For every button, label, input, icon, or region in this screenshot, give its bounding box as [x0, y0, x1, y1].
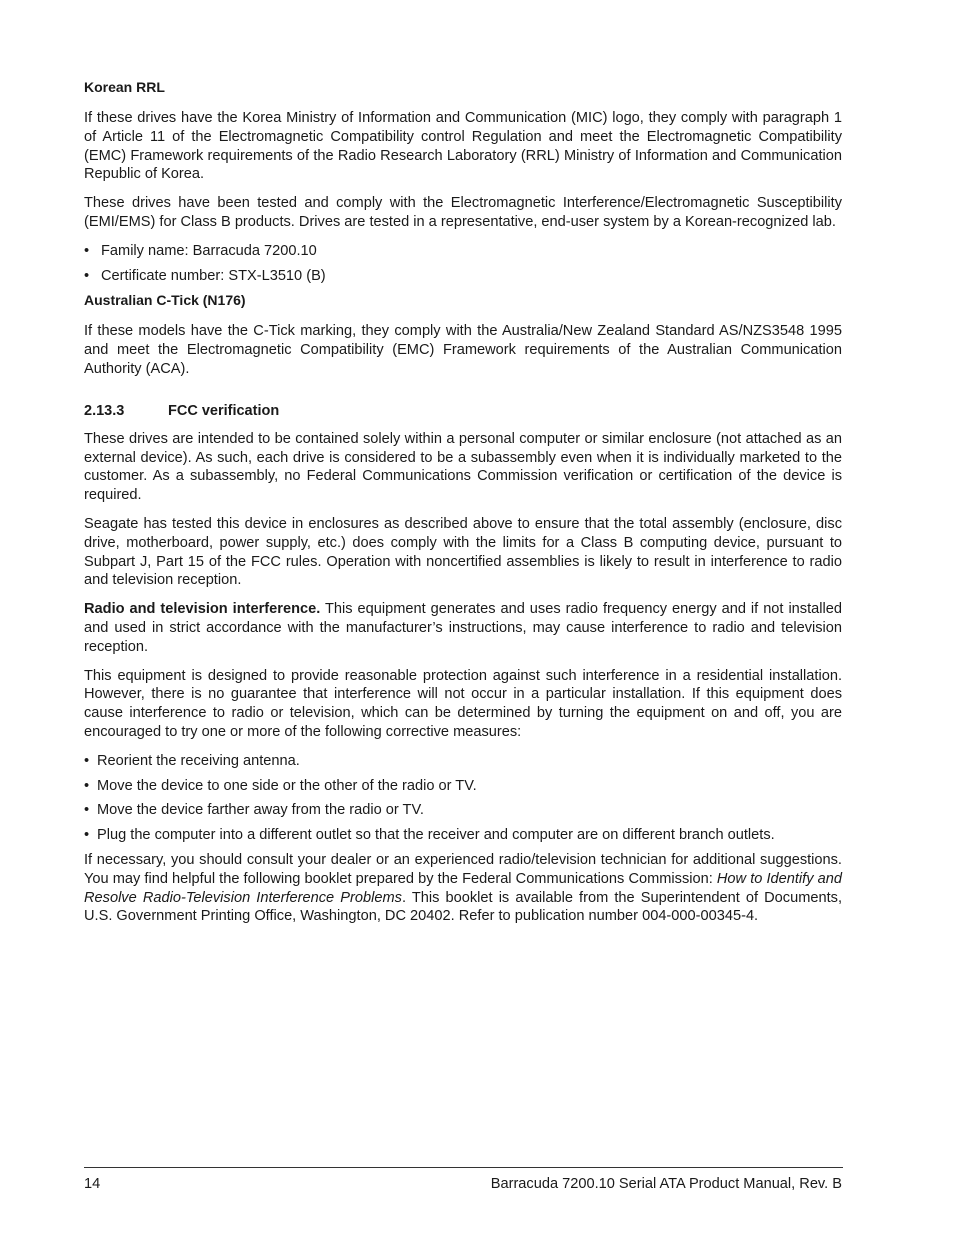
- section-heading-fcc: [84, 402, 842, 420]
- list-item: • Move the device to one side or the other of the radio or TV.: [84, 777, 477, 794]
- run-in-heading: Radio and television interference.: [84, 601, 321, 618]
- page-footer: [84, 1175, 842, 1193]
- korean-paragraph-1: If these drives have the Korea Ministry of Information and Communication (MIC) logo, they comply with paragraph 1 of Article 11 of the Electromagnetic Compatibility control Regulation and meet the Electromagnetic Compatibility (EMC) Framework requirements of the Radio Research Laboratory (RRL) Ministry of Information and Communication Republic of Korea.: [84, 110, 842, 183]
- bullet-icon: •: [84, 242, 90, 259]
- fcc-paragraph-1: These drives are intended to be contained solely within a personal computer or similar enclosure (not attached as an external device). As such, each drive is considered to be a subassembly even when it is individually marketed to the customer. As a subassembly, no Federal Communications Commission verification or certification of the device is required.: [84, 430, 842, 504]
- fcc-paragraph-5: If necessary, you should consult your dealer or an experienced radio/television technician for additional suggestions. You may find helpful the following booklet prepared by the Federal Communications Commission: How to Identify and Resolve Radio-Television Interference Problems. This booklet is available from the Superintendent of Documents, U.S. Government Printing Office, Washington, DC 20402. Refer to publication number 004-000-00345-4.: [84, 851, 842, 925]
- bullet-icon: •: [84, 752, 90, 769]
- bullet-icon: •: [84, 267, 90, 284]
- fcc-bullet-list: [84, 752, 842, 845]
- page-body: [84, 78, 842, 936]
- bullet-icon: •: [84, 802, 90, 819]
- booklet-title: How to Identify and Resolve Radio-Television Interference Problems: [84, 870, 842, 906]
- list-item: • Family name: Barracuda 7200.10: [84, 242, 317, 259]
- page-number: 14: [84, 1176, 101, 1192]
- list-item: • Certificate number: STX-L3510 (B): [84, 267, 326, 284]
- document-title: Barracuda 7200.10 Serial ATA Product Manual, Rev. B: [490, 1176, 842, 1192]
- section-number: 2.13.3: [84, 402, 125, 419]
- australian-paragraph: If these models have the C-Tick marking, they comply with the Australia/New Zealand Standard AS/NZS3548 1995 and meet the Electromagnetic Compatibility (EMC) Framework requirements of the Australian Communication Authority (ACA).: [84, 323, 842, 377]
- section-title: FCC verification: [168, 402, 280, 419]
- fcc-paragraph-3: Radio and television interference. This equipment generates and uses radio frequency energy and if not installed and used in strict accordance with the manufacturer’s instructions, may cause interference to radio and television reception.: [84, 601, 842, 655]
- fcc-paragraph-4: This equipment is designed to provide reasonable protection against such interference in a residential installation. However, there is no guarantee that interference will not occur in a particular installation. If this equipment does cause interference to radio or television, which can be determined by turning the equipment on and off, you are encouraged to try one or more of the following corrective measures:: [84, 667, 842, 740]
- heading-australian-c-tick: Australian C-Tick (N176): [84, 292, 246, 309]
- footer-divider: [84, 1167, 843, 1168]
- bullet-icon: •: [84, 777, 90, 794]
- list-item: • Plug the computer into a different outlet so that the receiver and computer are on different branch outlets.: [84, 827, 775, 844]
- korean-paragraph-2: These drives have been tested and comply with the Electromagnetic Interference/Electromagnetic Susceptibility (EMI/EMS) for Class B products. Drives are tested in a representative, end-user system by a Korean-recognized lab.: [84, 195, 842, 230]
- korean-bullet-list: [84, 242, 842, 286]
- bullet-icon: •: [84, 827, 90, 844]
- heading-korean-rrl: Korean RRL: [84, 79, 165, 95]
- fcc-paragraph-2: Seagate has tested this device in enclosures as described above to ensure that the total assembly (enclosure, disc drive, motherboard, power supply, etc.) does comply with the limits for a Class B computing device, pursuant to Subpart J, Part 15 of the FCC rules. Operation with noncertified assemblies is likely to result in interference to radio and television reception.: [84, 515, 842, 589]
- list-item: • Move the device farther away from the radio or TV.: [84, 802, 424, 819]
- list-item: • Reorient the receiving antenna.: [84, 752, 300, 769]
